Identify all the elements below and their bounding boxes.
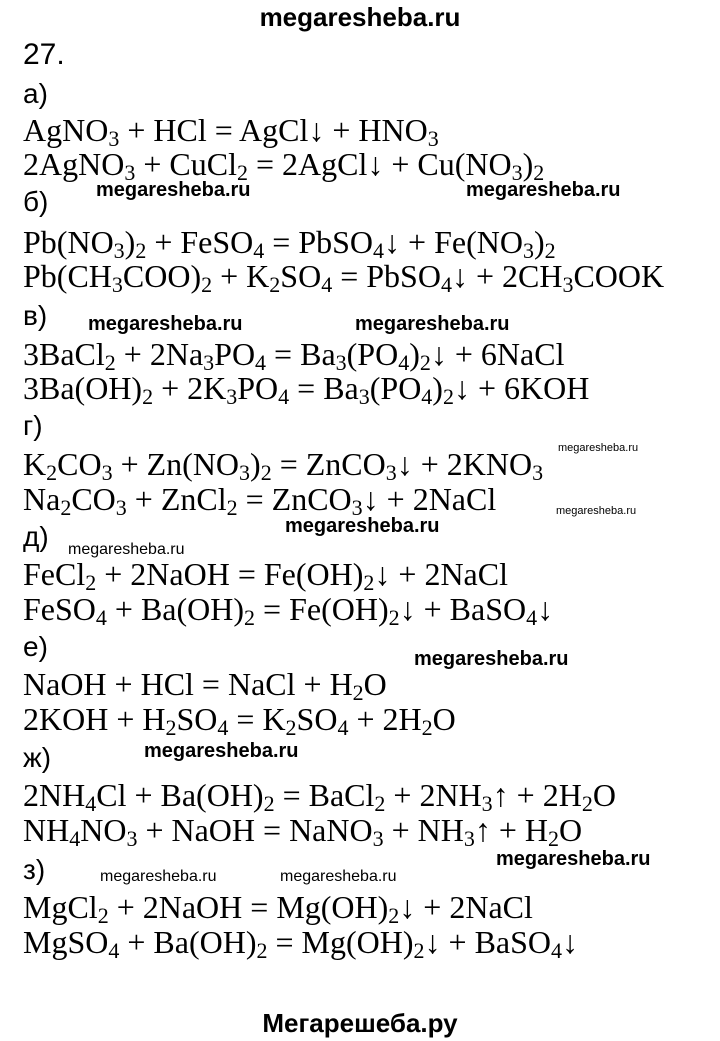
section-label-a: а)	[23, 78, 48, 109]
equation: AgNO$_3$ + HCl = AgCl↓ + $HNO_3$	[23, 112, 439, 151]
site-footer: Мегарешеба.ру	[262, 1008, 458, 1038]
section-label-g: г)	[23, 410, 43, 441]
watermark: megaresheba.ru	[68, 541, 185, 558]
watermark: megaresheba.ru	[144, 740, 299, 762]
equation: MgCl$_2$ + 2NaOH = $Mg(OH)_2↓$ + 2NaCl	[23, 889, 533, 928]
equation: $NH_4NO_3$ + NaOH = NaNO$_3$ + $NH_3↑ + H_2O$	[23, 812, 583, 851]
watermark: megaresheba.ru	[466, 179, 621, 201]
watermark: megaresheba.ru	[96, 179, 251, 201]
watermark: megaresheba.ru	[558, 442, 639, 454]
equation: $2NH_4Cl + Ba(OH)_2$ = BaCl$_2$ + $2NH_3↑ + 2H_2O$	[23, 777, 616, 816]
problem-number: 27.	[23, 38, 65, 71]
watermark: megaresheba.ru	[556, 505, 637, 517]
equation: $K_2CO_3 + Zn(NO_3)_2$ = ZnCO$_3$↓ + $2KNO_3$	[23, 446, 544, 485]
watermark: megaresheba.ru	[88, 313, 243, 335]
watermark: megaresheba.ru	[285, 515, 440, 537]
equation: $Pb(NO_3)_2$ + FeSO$_4$ = PbSO$_4$↓ + $Fe(NO_3)_2$	[23, 224, 556, 263]
section-label-z: з)	[23, 854, 46, 885]
watermark: megaresheba.ru	[414, 648, 569, 670]
section-label-v: в)	[23, 300, 48, 331]
equation: 3BaCl$_2$ + $2Na_3PO_4$ = $Ba_3(PO_4)_2↓$ + 6NaCl	[23, 336, 565, 375]
watermark: megaresheba.ru	[496, 848, 651, 870]
section-label-zh: ж)	[23, 742, 52, 773]
equation: 2AgNO$_3$ + CuCl$_2$ = 2AgCl↓ + $Cu(NO_3)_2$	[23, 146, 545, 185]
equation: NaOH + HCl = NaCl + $H_2O$	[23, 666, 387, 705]
equation: FeSO$_4$ + $Ba(OH)_2$ = $Fe(OH)_2↓$ + BaSO$_4$↓	[23, 591, 554, 630]
section-label-b: б)	[23, 186, 49, 217]
site-header: megaresheba.ru	[259, 2, 461, 32]
equation: $2KOH + H_2SO_4 = K_2SO_4 + 2H_2O$	[23, 701, 456, 740]
section-label-d: д)	[23, 521, 49, 552]
watermark: megaresheba.ru	[355, 313, 510, 335]
watermark: megaresheba.ru	[100, 868, 217, 885]
section-label-e: е)	[23, 631, 48, 662]
equation: $Na_2CO_3$ + ZnCl$_2$ = ZnCO$_3$↓ + 2NaCl	[23, 481, 497, 520]
equation: $Pb(CH_3COO)_2 + K_2SO_4$ = PbSO$_4$↓ + $2CH_3COOK$	[23, 258, 665, 297]
equation: $3Ba(OH)_2 + 2K_3PO_4$ = $Ba_3(PO_4)_2↓ + 6KOH$	[23, 370, 590, 409]
watermark: megaresheba.ru	[280, 868, 397, 885]
equation: MgSO$_4$ + $Ba(OH)_2$ = $Mg(OH)_2↓$ + BaSO$_4$↓	[23, 924, 579, 963]
equation: FeCl$_2$ + 2NaOH = $Fe(OH)_2↓$ + 2NaCl	[23, 556, 508, 595]
